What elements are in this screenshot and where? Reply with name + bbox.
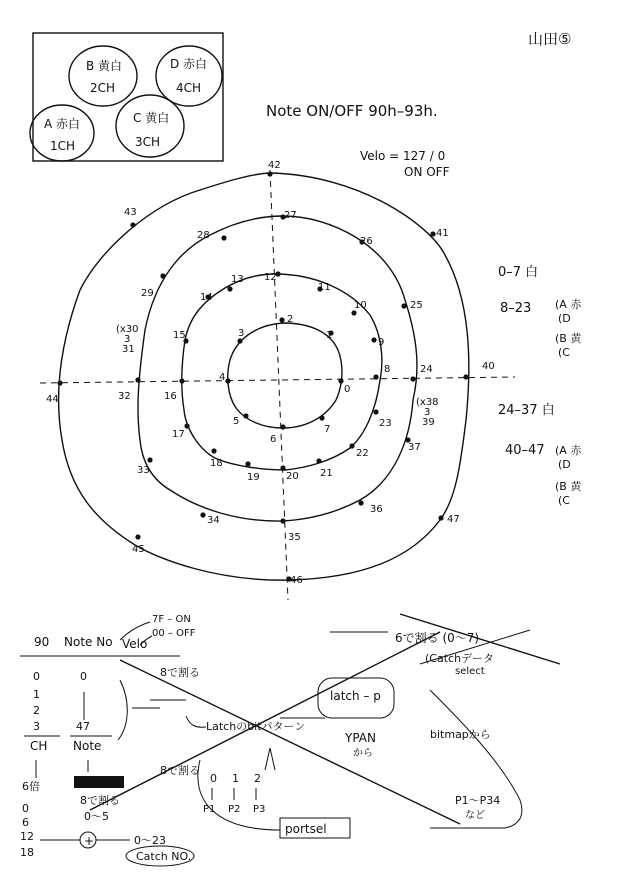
- ring-label: 0: [344, 384, 351, 395]
- eight-div: 8で割る: [80, 794, 120, 807]
- ring-label: 2: [287, 314, 294, 325]
- ring-label: 11: [318, 282, 331, 293]
- velo-label: Velo: [122, 637, 148, 651]
- select-label: select: [455, 666, 485, 677]
- latch-bit: Latchのbitパターン: [206, 720, 306, 733]
- ring-outer: [59, 173, 469, 580]
- ring-label: 7: [324, 424, 331, 435]
- legend-d-ch: 4CH: [176, 81, 202, 95]
- ring-dot: [373, 409, 378, 414]
- ring-label: 1: [326, 330, 333, 341]
- ring-label: 37: [408, 442, 421, 453]
- strike-line-1: [120, 660, 460, 824]
- latch-p: latch – p: [330, 689, 381, 703]
- ring-dot: [430, 231, 435, 236]
- range-8-23-d: (D: [558, 312, 571, 325]
- ring-label: 8: [384, 364, 391, 375]
- ring-dot: [221, 235, 226, 240]
- scribble-mark: [74, 776, 124, 788]
- ring-label: 24: [420, 364, 433, 375]
- plus-sign: +: [84, 834, 95, 848]
- ring-3: [138, 216, 417, 521]
- p-label: P1: [203, 804, 216, 815]
- ring-label: 43: [124, 207, 137, 218]
- note-col-top: 0: [80, 670, 87, 683]
- ch-label: CH: [30, 739, 48, 753]
- right-notes: [498, 265, 582, 507]
- legend-b: B 黄白: [86, 59, 123, 73]
- ring-label: 35: [288, 532, 301, 543]
- mult-val: 6: [22, 816, 29, 829]
- ch-val: 1: [33, 688, 40, 701]
- ring-inner: [228, 323, 342, 428]
- ring-dot: [279, 317, 284, 322]
- ring-dot: [200, 512, 205, 517]
- ring-label: 3: [238, 328, 245, 339]
- note-label: Note: [73, 739, 102, 753]
- ring-dot: [401, 303, 406, 308]
- ring-dot: [160, 273, 165, 278]
- ring-label: 16: [164, 391, 177, 402]
- range-8-23-b: (B 黄: [555, 332, 582, 345]
- ring-dot: [319, 415, 324, 420]
- ring-dot: [358, 500, 363, 505]
- p1-p34: P1～P34: [455, 794, 501, 807]
- h90-label: 90: [34, 635, 50, 649]
- ring-dot: [130, 222, 135, 227]
- ring-label: 34: [207, 515, 220, 526]
- div-by-8: 8で割る: [160, 666, 200, 679]
- ring-dot: [57, 380, 62, 385]
- ring-label: 46: [290, 575, 303, 586]
- ring-dot: [225, 378, 230, 383]
- page-mark: 山田⑤: [528, 30, 572, 48]
- horizontal-axis: [40, 377, 515, 383]
- ring-label: 45: [132, 544, 145, 555]
- ring-2: [182, 274, 385, 470]
- zero-five: 0～5: [84, 810, 109, 823]
- ring-label: 22: [356, 448, 369, 459]
- etc-label: など: [465, 810, 485, 821]
- flow-diagram: [20, 614, 560, 866]
- p-val: 2: [254, 772, 261, 785]
- ring-label: 25: [410, 300, 423, 311]
- range-40-47: 40–47: [505, 443, 545, 458]
- ypan-sub: から: [353, 748, 373, 759]
- zero-23: 0～23: [134, 834, 166, 847]
- ypan: YPAN: [345, 731, 376, 745]
- catch-data: (Catchデータ: [425, 652, 495, 665]
- six-div: 6で割る (0～7): [395, 631, 480, 645]
- circle-d: [156, 46, 222, 106]
- ring-label: 9: [378, 337, 385, 348]
- strike-line-2: [90, 632, 440, 810]
- ring-label: 6: [270, 434, 277, 445]
- legend-a: A 赤白: [44, 117, 81, 131]
- ring-label: 15: [173, 330, 186, 341]
- ch-val: 3: [33, 720, 40, 733]
- range-40-47-d: (D: [558, 458, 571, 471]
- ring-dot: [410, 376, 415, 381]
- ring-dot: [463, 374, 468, 379]
- range-40-47-a: (A 赤: [555, 444, 582, 457]
- ch-val: 0: [33, 670, 40, 683]
- legend-d: D 赤白: [170, 57, 208, 71]
- ring-dot: [267, 171, 272, 176]
- ch-val: 2: [33, 704, 40, 717]
- ring-dot: [351, 310, 356, 315]
- p-val: 0: [210, 772, 217, 785]
- ring-dot: [243, 413, 248, 418]
- title-on-off: ON OFF: [404, 165, 450, 179]
- range-8-23-a: (A 赤: [555, 298, 582, 311]
- legend-c-ch: 3CH: [135, 135, 161, 149]
- ring-label: 10: [354, 300, 367, 311]
- note-col-bottom: 47: [76, 720, 90, 733]
- note-x30: (x30 3 31: [116, 324, 139, 355]
- ring-label: 26: [360, 236, 373, 247]
- ring-label: 32: [118, 391, 131, 402]
- ring-dot: [211, 448, 216, 453]
- ring-label: 18: [210, 458, 223, 469]
- ring-dot: [245, 461, 250, 466]
- ring-dot: [280, 465, 285, 470]
- on-note: 7F – ON: [152, 614, 191, 625]
- p-label: P3: [253, 804, 266, 815]
- ring-dot: [316, 458, 321, 463]
- circle-b: [69, 46, 137, 106]
- ring-dot: [349, 443, 354, 448]
- ring-dot: [280, 518, 285, 523]
- range-40-47-b: (B 黄: [555, 480, 582, 493]
- range-8-23-c: (C: [558, 346, 570, 359]
- ring-dot: [438, 515, 443, 520]
- ring-label: 29: [141, 288, 154, 299]
- range-8-23: 8–23: [500, 301, 532, 316]
- ring-label: 12: [264, 272, 277, 283]
- range-0-7: 0–7 白: [498, 265, 539, 280]
- ring-label: 13: [231, 274, 244, 285]
- p-val: 1: [232, 772, 239, 785]
- ring-dot: [135, 377, 140, 382]
- bitmap-label: bitmapから: [430, 728, 491, 741]
- vertical-axis: [270, 170, 288, 600]
- ring-dot: [184, 423, 189, 428]
- ring-label: 20: [286, 471, 299, 482]
- ring-label: 42: [268, 160, 281, 171]
- ring-dot: [147, 457, 152, 462]
- off-note: 00 – OFF: [152, 628, 196, 639]
- ring-label: 21: [320, 468, 333, 479]
- div-by-8b: 8で割る: [160, 764, 200, 777]
- mult-val: 0: [22, 802, 29, 815]
- ring-label: 17: [172, 429, 185, 440]
- ring-dot: [338, 378, 343, 383]
- note-x38: (x38 3 39: [416, 397, 439, 428]
- legend-box: [30, 33, 223, 161]
- title-note-onoff: Note ON/OFF 90h–93h.: [266, 102, 438, 120]
- catch-no: Catch NO.: [136, 850, 192, 863]
- ring-dot: [135, 534, 140, 539]
- ring-label: 23: [379, 418, 392, 429]
- ring-label: 33: [137, 465, 150, 476]
- six-times: 6倍: [22, 780, 40, 793]
- range-24-37: 24–37 白: [498, 403, 555, 418]
- ring-dot: [373, 374, 378, 379]
- ring-label: 5: [233, 416, 240, 427]
- ring-number-labels: [46, 160, 495, 586]
- mult-val: 18: [20, 846, 34, 859]
- ring-label: 44: [46, 394, 59, 405]
- up-arrow: [265, 748, 275, 770]
- ring-label: 40: [482, 361, 495, 372]
- ring-label: 47: [447, 514, 460, 525]
- portsel: portsel: [285, 822, 327, 836]
- ring-dot: [179, 378, 184, 383]
- legend-b-ch: 2CH: [90, 81, 116, 95]
- range-40-47-c: (C: [558, 494, 570, 507]
- ring-dot: [280, 424, 285, 429]
- p-label: P2: [228, 804, 241, 815]
- ring-label: 19: [247, 472, 260, 483]
- legend-a-ch: 1CH: [50, 139, 76, 153]
- title-velo: Velo = 127 / 0: [360, 149, 446, 163]
- ring-label: 41: [436, 228, 449, 239]
- ring-label: 4: [219, 372, 226, 383]
- mult-val: 12: [20, 830, 34, 843]
- ring-label: 27: [284, 210, 297, 221]
- ring-label: 14: [200, 292, 213, 303]
- ring-dot: [237, 338, 242, 343]
- ring-label: 36: [370, 504, 383, 515]
- ring-dot: [371, 337, 376, 342]
- legend-c: C 黄白: [133, 111, 170, 125]
- ring-dot: [227, 286, 232, 291]
- ring-label: 28: [197, 230, 210, 241]
- note-no-label: Note No: [64, 635, 113, 649]
